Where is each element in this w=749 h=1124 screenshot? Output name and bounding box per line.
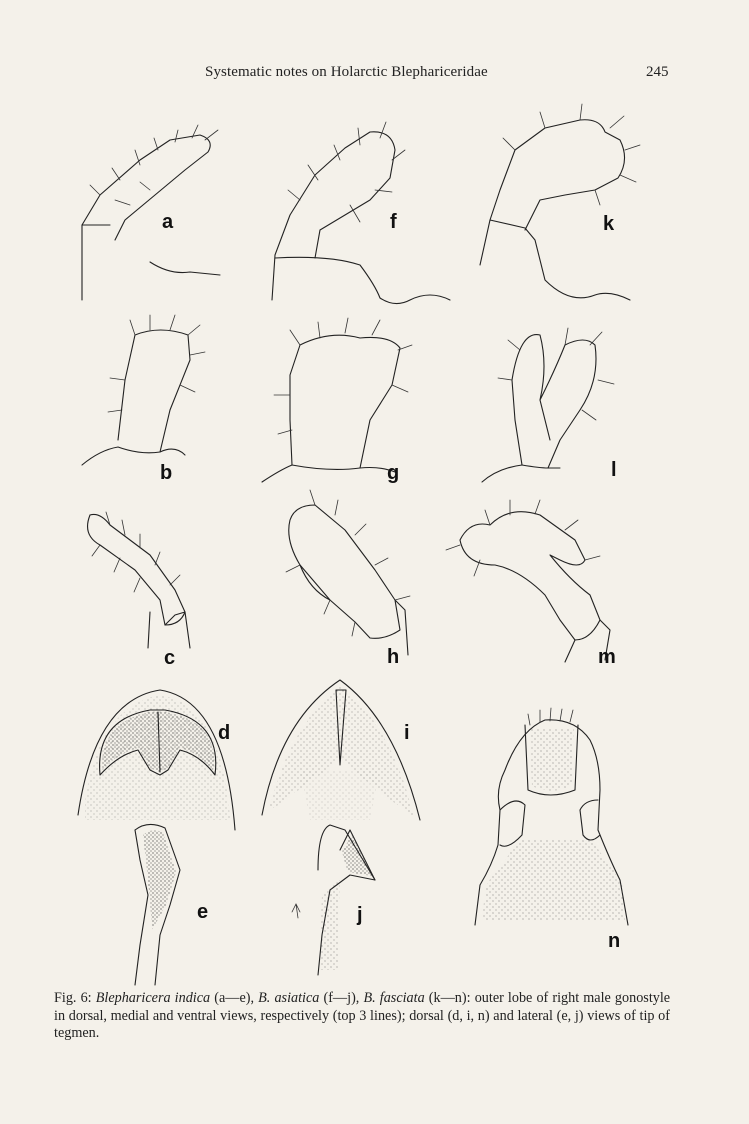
- drawing-j: [292, 825, 375, 975]
- panel-label-f: f: [390, 211, 397, 233]
- drawing-l: [482, 328, 614, 482]
- panel-label-d: d: [218, 722, 231, 744]
- caption-fig-number: Fig. 6:: [54, 990, 92, 1006]
- page-number: 245: [646, 64, 669, 80]
- drawing-n: [475, 708, 628, 925]
- panel-label-b: b: [160, 462, 173, 484]
- drawing-c: [88, 512, 190, 648]
- drawing-d: [78, 690, 235, 830]
- panel-label-j: j: [357, 904, 363, 926]
- drawing-f: [272, 122, 450, 304]
- panel-label-c: c: [164, 647, 176, 669]
- drawing-g: [262, 318, 412, 482]
- drawing-m: [446, 500, 610, 662]
- drawing-a: [82, 125, 220, 300]
- drawing-k: [480, 104, 640, 300]
- drawing-e: [135, 824, 180, 985]
- drawing-h: [286, 490, 410, 655]
- caption-species-1: Blepharicera indica: [95, 990, 211, 1006]
- caption-range-1: (a—e),: [214, 990, 255, 1006]
- caption-text: outer lobe of right male gonostyle in dorsal, medial and ventral views, respectively (top 3 lines); dorsal (d, i, n) and lateral (e, j) views of tip of tegmen.: [54, 990, 671, 1041]
- panel-label-i: i: [404, 722, 410, 744]
- drawing-i: [262, 680, 420, 820]
- caption-species-2: B. asiatica: [258, 990, 320, 1006]
- panel-label-k: k: [603, 213, 615, 235]
- panel-label-a: a: [162, 211, 174, 233]
- caption-range-2: (f—j),: [323, 990, 360, 1006]
- panel-label-h: h: [387, 646, 400, 668]
- panel-label-e: e: [197, 901, 209, 923]
- panel-label-g: g: [387, 462, 400, 484]
- panel-label-n: n: [608, 930, 621, 952]
- panel-label-m: m: [598, 646, 616, 668]
- drawing-b: [82, 315, 205, 465]
- running-head: Systematic notes on Holarctic Blephariceridae: [205, 64, 488, 80]
- caption-species-3: B. fasciata: [363, 990, 425, 1006]
- panel-label-l: l: [611, 459, 617, 481]
- figure-caption: [54, 990, 670, 1043]
- caption-range-3: (k—n):: [428, 990, 471, 1006]
